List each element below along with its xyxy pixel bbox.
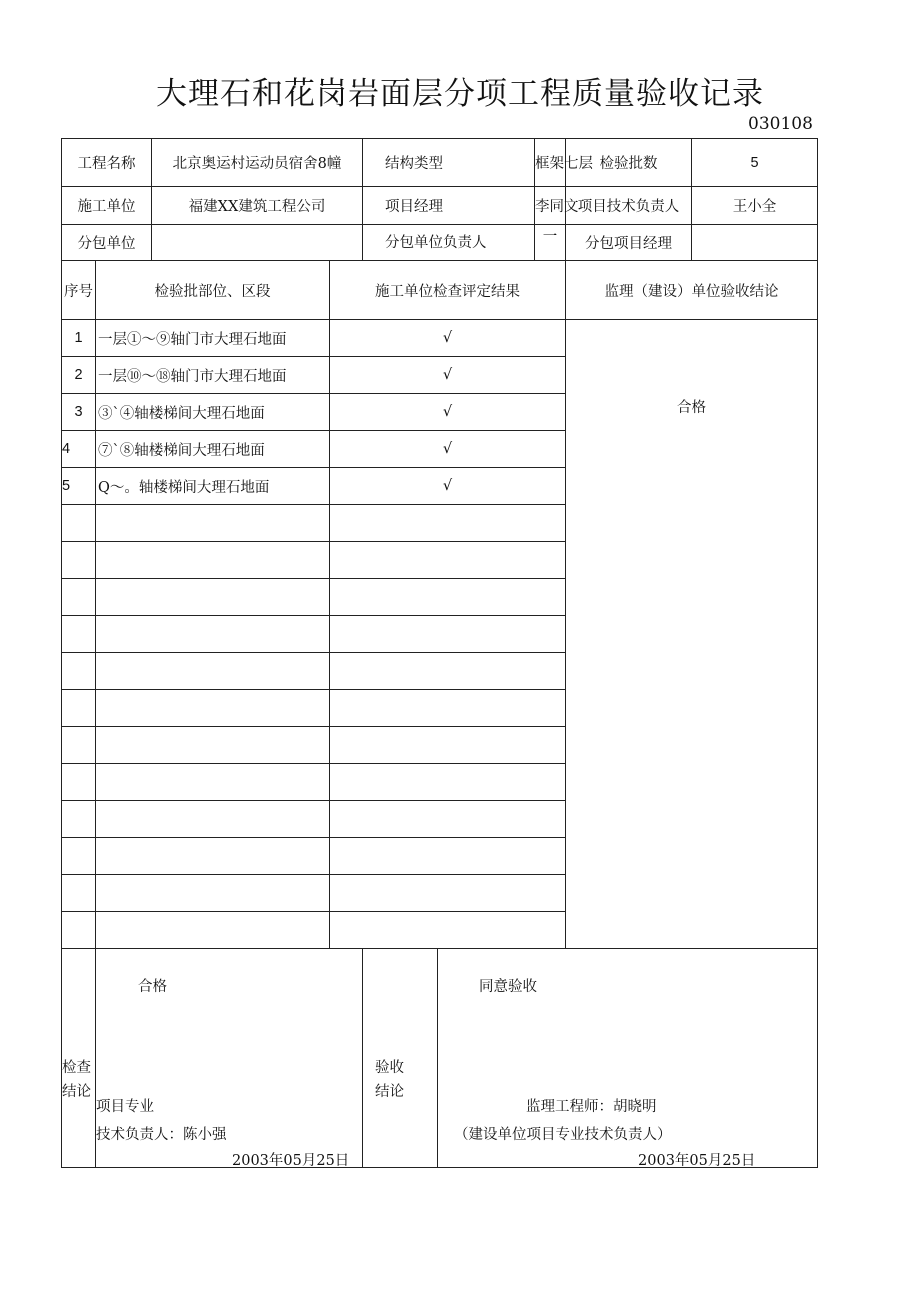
sub-manager-label: 分包项目经理 [566, 225, 692, 261]
conclusion-header: 监理（建设）单位验收结论 [566, 261, 818, 320]
project-name-label: 工程名称 [62, 139, 152, 187]
sub-lead-label: 分包单位负责人 [363, 225, 535, 261]
row-location: ⑦`⑧轴楼梯间大理石地面 [96, 431, 330, 468]
row-location: 一层①～⑨轴门市大理石地面 [96, 320, 330, 357]
seq-header: 序号 [62, 261, 96, 320]
batch-count: 5 [692, 139, 818, 187]
check-signer-line1: 项目专业 [96, 1099, 154, 1115]
row-number: 3 [62, 394, 96, 431]
info-row-1 [62, 139, 818, 187]
tech-lead: 王小全 [692, 187, 818, 225]
row-result: √ [330, 468, 566, 505]
inspection-table [61, 138, 818, 1168]
table-row [62, 320, 818, 357]
accept-conclusion-label: 验收结论 [375, 1060, 405, 1100]
check-signer-line2: 技术负责人：陈小强 [96, 1127, 227, 1143]
row-location: 一层⑩～⑱轴门市大理石地面 [96, 357, 330, 394]
sub-lead: 一 [535, 225, 566, 261]
form-code: 030108 [748, 114, 813, 134]
page-title: 大理石和花岗岩面层分项工程质量验收记录 [156, 76, 764, 112]
contractor: 福建XX建筑工程公司 [152, 187, 363, 225]
project-manager-label: 项目经理 [363, 187, 535, 225]
check-date: 2003年05月25日 [232, 1153, 350, 1169]
info-row-2 [62, 187, 818, 225]
check-conclusion-cell [96, 949, 363, 1168]
accept-date: 2003年05月25日 [638, 1153, 756, 1169]
sub-manager [692, 225, 818, 261]
supervisor-result-cell [566, 320, 818, 949]
row-number: 2 [62, 357, 96, 394]
row-result: √ [330, 431, 566, 468]
row-result: √ [330, 320, 566, 357]
accept-conclusion-cell [438, 949, 818, 1168]
subcontractor [152, 225, 363, 261]
row-number: 1 [62, 320, 96, 357]
conclusion-row [62, 949, 818, 1168]
row-result: √ [330, 357, 566, 394]
header-row [62, 261, 818, 320]
check-conclusion-label-cell [62, 949, 96, 1168]
accept-conclusion-label-cell [363, 949, 438, 1168]
check-conclusion-text: 合格 [138, 979, 167, 995]
project-name: 北京奥运村运动员宿舍8幢 [152, 139, 363, 187]
supervisor-result: 合格 [677, 400, 707, 416]
location-header: 检验批部位、区段 [96, 261, 330, 320]
result-header: 施工单位检查评定结果 [330, 261, 566, 320]
accept-signer-line1: 监理工程师：胡晓明 [526, 1099, 657, 1115]
project-manager: 李同文 [535, 187, 566, 225]
check-conclusion-label: 检查结论 [62, 1060, 91, 1100]
structure-type: 框架七层 [535, 139, 566, 187]
row-location: ③`④轴楼梯间大理石地面 [96, 394, 330, 431]
accept-conclusion-text: 同意验收 [479, 979, 538, 995]
row-number: 4 [62, 431, 96, 468]
subcontractor-label: 分包单位 [62, 225, 152, 261]
row-result: √ [330, 394, 566, 431]
contractor-label: 施工单位 [62, 187, 152, 225]
structure-type-label: 结构类型 [363, 139, 535, 187]
row-number: 5 [62, 468, 96, 505]
info-row-3 [62, 225, 818, 261]
tech-lead-label: 项目技术负责人 [566, 187, 692, 225]
accept-signer-line2: （建设单位项目专业技术负责人） [454, 1127, 672, 1143]
batch-count-label: 检验批数 [566, 139, 692, 187]
row-location: Q～。轴楼梯间大理石地面 [96, 468, 330, 505]
